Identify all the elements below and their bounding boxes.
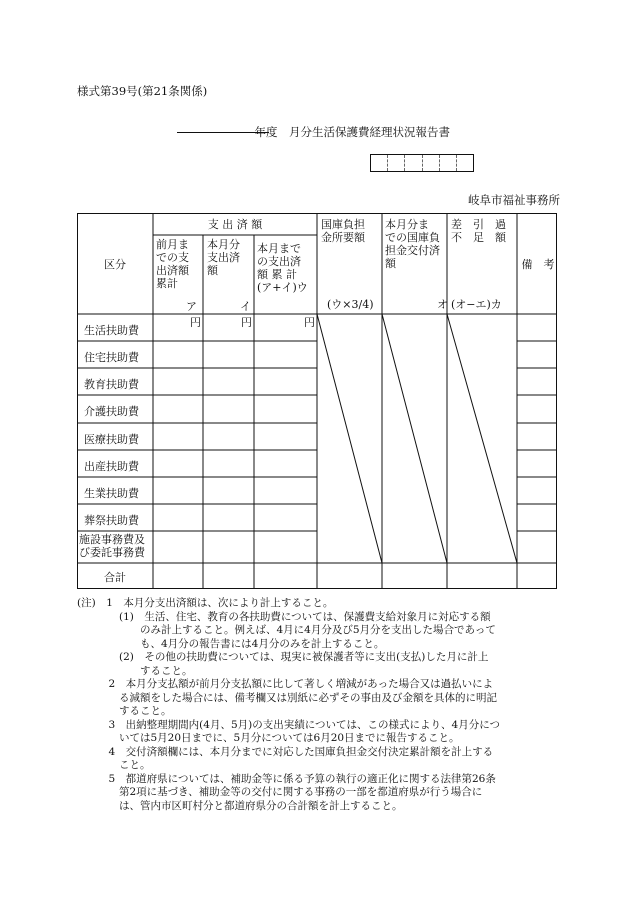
yen-mark: 円 bbox=[241, 316, 252, 329]
header-biko: 備 考 bbox=[521, 258, 555, 271]
row-label: 教育扶助費 bbox=[84, 378, 139, 391]
header-col-o: 本月分ま での国庫負 担金交付済 額 bbox=[385, 218, 440, 270]
report-title: 年度 月分生活保護費経理状況報告書 bbox=[254, 125, 450, 139]
date-box-cell bbox=[387, 155, 404, 171]
date-box-cell bbox=[439, 155, 456, 171]
header-col-ka: 差 引 過 不 足 額 bbox=[451, 218, 506, 244]
header-col-e: 国庫負担 金所要額 bbox=[321, 218, 365, 244]
row-label: 生活扶助費 bbox=[84, 324, 139, 337]
date-box-cell bbox=[404, 155, 421, 171]
header-col-o-mark: オ bbox=[437, 298, 448, 311]
note-item: (注) 1 本月分支出済額は、次により計上すること。 bbox=[77, 597, 334, 609]
header-col-a-mark: ア bbox=[186, 300, 197, 313]
diagonal-strike bbox=[317, 314, 382, 563]
date-entry-box[interactable] bbox=[370, 154, 474, 172]
yen-mark: 円 bbox=[190, 316, 201, 329]
date-box-cell bbox=[422, 155, 439, 171]
diagonal-strike bbox=[447, 314, 517, 563]
date-box-cell bbox=[371, 155, 387, 171]
note-item: (1) 生活、住宅、教育の各扶助費については、保護費支給対象月に対応する額 のみ計上すること。例えば、4月に4月分及び5月分を支出した場合であって も、4月分の報告書には4月分のみを計上すること。 bbox=[118, 610, 496, 650]
header-col-ka-formula: (オ−エ)カ bbox=[451, 298, 502, 311]
title-blank-line bbox=[177, 132, 269, 133]
row-label-total: 合計 bbox=[104, 571, 126, 584]
date-box-cell bbox=[456, 155, 473, 171]
row-label: 出産扶助費 bbox=[84, 460, 139, 473]
office-name: 岐阜市福祉事務所 bbox=[468, 193, 560, 207]
yen-mark: 円 bbox=[304, 316, 315, 329]
row-label: 医療扶助費 bbox=[84, 433, 139, 446]
header-kubun: 区分 bbox=[104, 258, 126, 271]
row-label: 葬祭扶助費 bbox=[84, 514, 139, 527]
note-item: 3 出納整理期間内(4月、5月)の支出実績については、この様式により、4月分につ いては5月20日までに、5月分については6月20日までに報告すること。 bbox=[108, 718, 500, 744]
form-number: 様式第39号(第21条関係) bbox=[77, 84, 208, 98]
note-item: 5 都道府県については、補助金等に係る予算の執行の適正化に関する法律第26条 第2項に基づき、補助金等の交付に関する事務の一部を都道府県が行う場合に は、管内市区町村分と都道府県分の合計額を計上すること。 bbox=[108, 772, 496, 812]
note-item: 4 交付済額欄には、本月分までに対応した国庫負担金交付決定累計額を計上する こと。 bbox=[108, 745, 494, 771]
header-col-e-formula: (ウ×3/4) bbox=[327, 298, 374, 311]
notes-section bbox=[77, 597, 562, 813]
row-label: 住宅扶助費 bbox=[84, 351, 139, 364]
diagonal-strike bbox=[382, 314, 447, 563]
note-item: (2) その他の扶助費については、現実に被保護者等に支出(支払)した月に計上 すること。 bbox=[118, 651, 489, 677]
header-shishutsu: 支 出 済 額 bbox=[207, 218, 263, 231]
row-label: 施設事務費及 び委託事務費 bbox=[79, 533, 145, 559]
row-label: 介護扶助費 bbox=[84, 405, 139, 418]
note-item: 2 本月分支払額が前月分支払額に比して著しく増減があった場合又は過払いによ る減額をした場合には、備考欄又は別紙に必ずその事由及び金額を具体的に明記 すること。 bbox=[108, 678, 497, 717]
header-col-u: 本月まで の支出済 額 累 計 (ア+イ)ウ bbox=[257, 242, 308, 294]
header-col-a: 前月ま での支 出済額 累計 bbox=[156, 238, 189, 290]
header-col-i-mark: イ bbox=[240, 300, 251, 313]
header-col-i: 本月分 支出済 額 bbox=[207, 238, 240, 277]
row-label: 生業扶助費 bbox=[84, 487, 139, 500]
